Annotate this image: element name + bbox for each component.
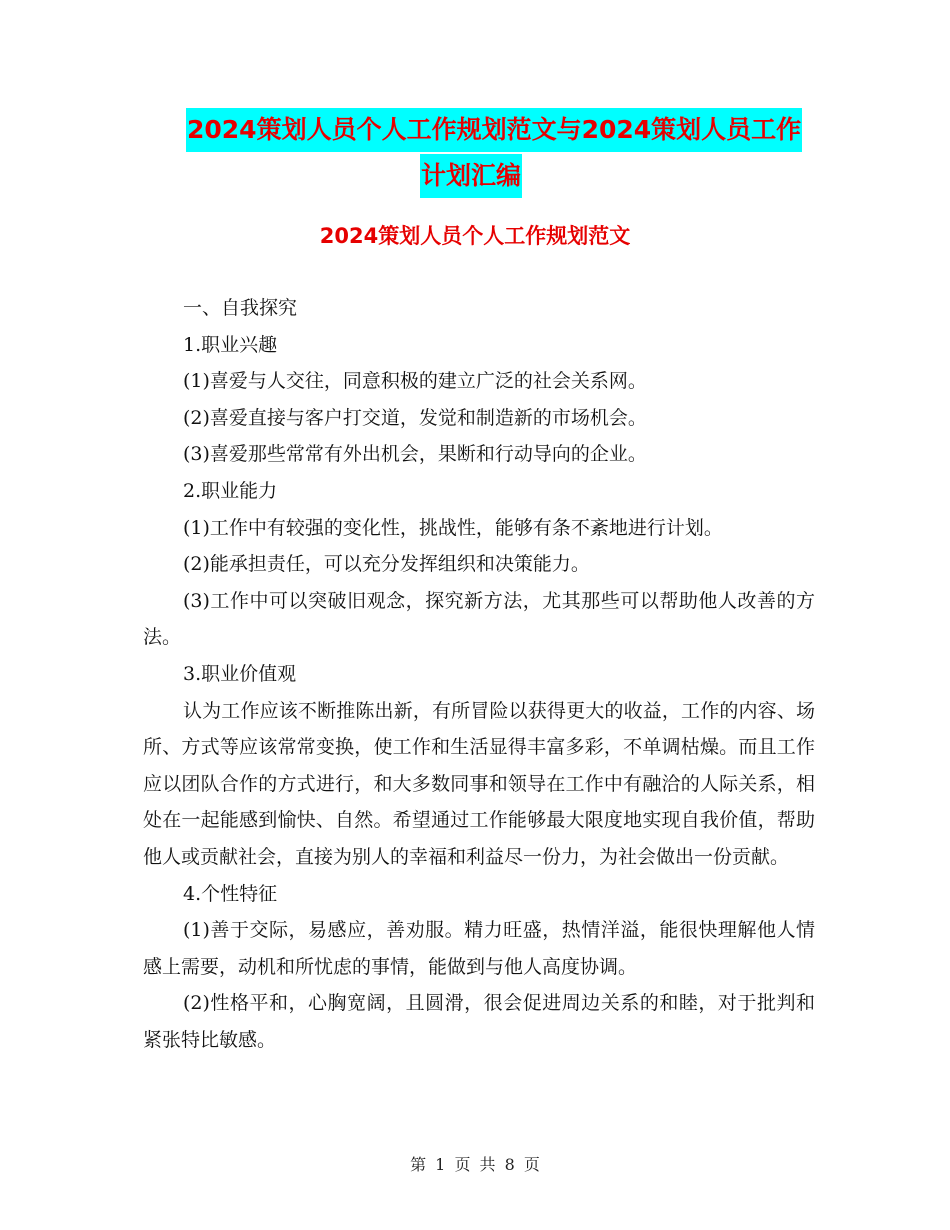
paragraph: (2)能承担责任，可以充分发挥组织和决策能力。 (183, 553, 590, 576)
paragraph: 一、自我探究 (183, 297, 298, 319)
paragraph: (1)喜爱与人交往，同意积极的建立广泛的社会关系网。 (183, 370, 647, 393)
paragraph: 3.职业价值观 (183, 662, 297, 685)
paragraph: 2.职业能力 (183, 479, 278, 502)
page-number: 第 1 页 共 8 页 (410, 1155, 540, 1174)
paragraph: 认为工作应该不断推陈出新，有所冒险以获得更大的收益，工作的内容、场所、方式等应该常常变换，使工作和生活显得丰富多彩，不单调枯燥。而且工作应以团队合作的方式进行，和大多数同事和领导在工作中有融洽的人际关系，相处在一起能感到愉快、自然。希望通过工作能够最大限度地实现自我价值，帮助他人或贡献社会，直接为别人的幸福和利益尽一份力，为社会做出一份贡献。 (143, 699, 815, 868)
paragraph: (1)善于交际，易感应，善劝服。精力旺盛，热情洋溢，能很快理解他人情感上需要，动机和所忧虑的事情，能做到与他人高度协调。 (143, 919, 815, 978)
document-body (143, 290, 815, 1058)
paragraph: (3)喜爱那些常常有外出机会，果断和行动导向的企业。 (183, 443, 647, 466)
section-subtitle: 2024策划人员个人工作规划范文 (319, 224, 631, 248)
paragraph: (2)喜爱直接与客户打交道，发觉和制造新的市场机会。 (183, 406, 647, 429)
paragraph: 4.个性特征 (183, 882, 278, 905)
paragraph: (1)工作中有较强的变化性，挑战性，能够有条不紊地进行计划。 (183, 516, 723, 539)
paragraph: (2)性格平和，心胸宽阔，且圆滑，很会促进周边关系的和睦，对于批判和紧张特比敏感。 (143, 992, 815, 1051)
paragraph: (3)工作中可以突破旧观念，探究新方法，尤其那些可以帮助他人改善的方法。 (143, 589, 815, 649)
title-line-1: 2024策划人员个人工作规划范文与2024策划人员工作 (186, 108, 802, 152)
paragraph: 1.职业兴趣 (183, 333, 278, 356)
title-line-2: 计划汇编 (420, 154, 522, 198)
